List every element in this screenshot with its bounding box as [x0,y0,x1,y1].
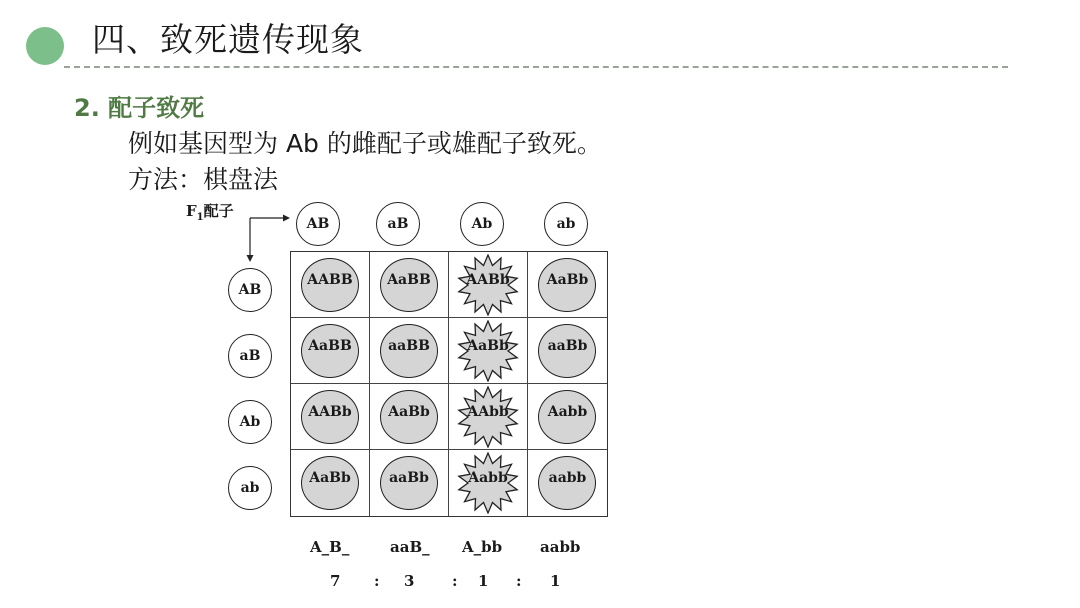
ratio-separator: : [374,572,380,590]
row-gamete-circle: aB [228,334,272,378]
lethal-genotype-cell [449,450,528,516]
section-subtitle: 2. 配子致死 [74,94,205,122]
phenotype-label: A_bb [462,538,503,556]
genotype-label: Aabb [547,404,588,420]
genotype-cell [291,384,370,450]
punnett-grid [290,251,608,517]
genotype-cell [370,384,449,450]
ratio-separator: : [516,572,522,590]
genotype-label: aaBb [389,470,429,486]
genotype-cell [291,450,370,516]
genotype-cell [291,318,370,384]
ratio-value: 7 [330,572,341,590]
genotype-label: AAbb [467,404,509,420]
bullet-dot-icon [26,27,64,65]
page-title: 四、致死遗传现象 [92,20,364,59]
column-gamete-circle: Ab [460,202,504,246]
genotype-cell [528,450,607,516]
genotype-label: AABb [308,404,352,420]
genotype-label: AABb [466,272,510,288]
genotype-cell [370,450,449,516]
ratio-value: 1 [550,572,561,590]
genotype-label: AaBb [546,272,589,288]
lethal-genotype-cell [449,318,528,384]
genotype-cell [370,318,449,384]
genotype-cell [528,252,607,318]
genotype-label: AABB [307,272,353,288]
row-gamete-circle: AB [228,268,272,312]
genotype-cell [291,252,370,318]
example-text: 例如基因型为 Ab 的雌配子或雄配子致死。 [128,129,602,158]
genotype-cell [528,318,607,384]
ratio-value: 3 [404,572,415,590]
genotype-label: aaBb [547,338,588,354]
genotype-label: AaBB [387,272,431,288]
phenotype-label: A_B_ [310,538,350,556]
genotype-label: Aabb [468,470,508,486]
lethal-genotype-cell [449,252,528,318]
ratio-value: 1 [478,572,489,590]
column-gamete-circle: aB [376,202,420,246]
genotype-label: AaBB [308,338,352,354]
f1-gamete-label: $F_1$配子 [186,202,234,223]
genotype-label: aaBB [388,338,430,354]
phenotype-label: aabb [540,538,581,556]
method-text: 方法：棋盘法 [128,165,279,194]
phenotype-label: aaB_ [390,538,430,556]
genotype-label: AaBb [467,338,509,354]
genotype-label: aabb [548,470,587,486]
ratio-separator: : [452,572,458,590]
genotype-label: AaBb [309,470,351,486]
title-divider [64,66,1008,68]
row-gamete-circle: ab [228,466,272,510]
column-gamete-circle: AB [296,202,340,246]
genotype-label: AaBb [388,404,430,420]
genotype-cell [528,384,607,450]
genotype-cell [370,252,449,318]
column-gamete-circle: ab [544,202,588,246]
row-gamete-circle: Ab [228,400,272,444]
lethal-genotype-cell [449,384,528,450]
